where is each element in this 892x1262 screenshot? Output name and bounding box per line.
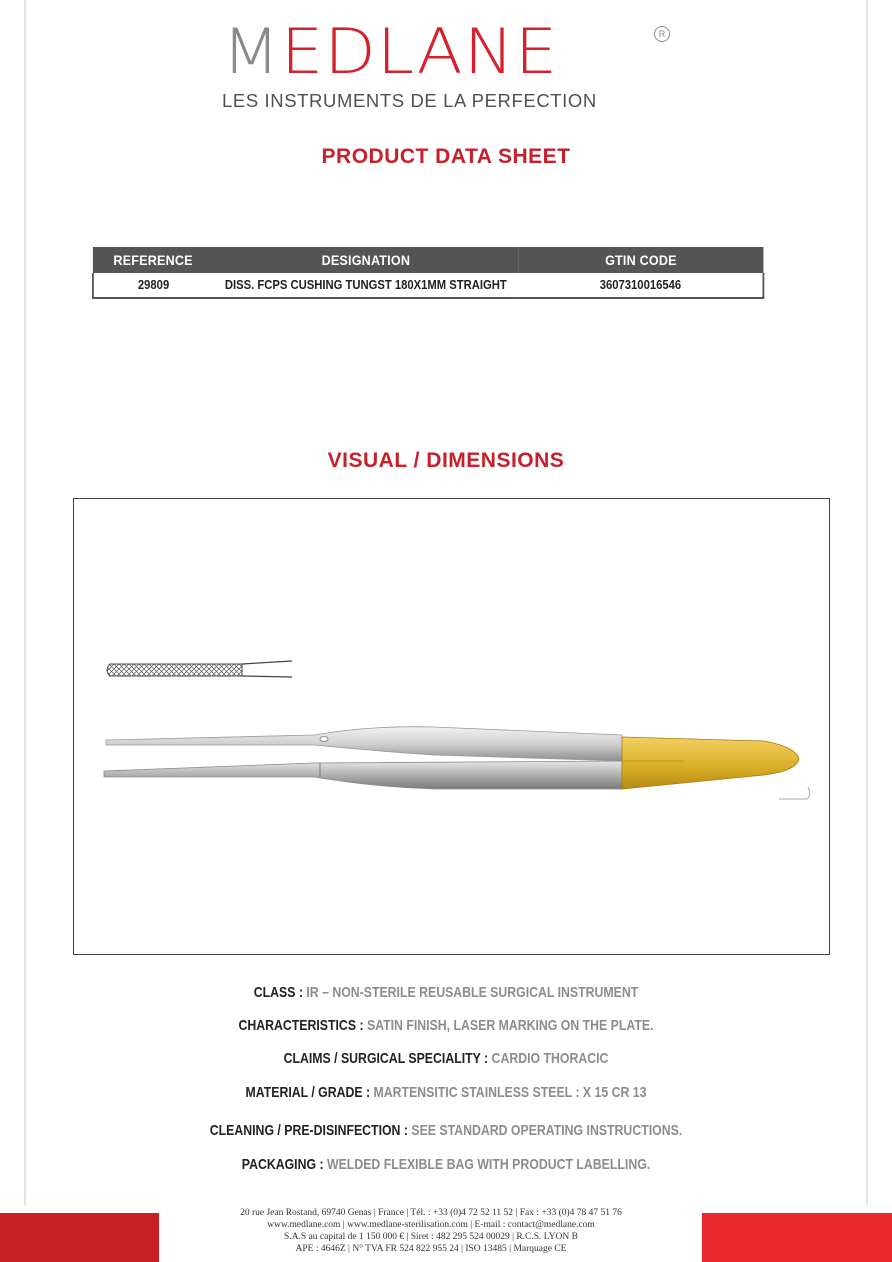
product-reference-table xyxy=(92,247,764,299)
header-gtin: GTIN CODE xyxy=(518,247,763,273)
forceps-lower-arm xyxy=(104,761,622,789)
forceps-upper-arm xyxy=(106,727,622,761)
footer-line-certs: APE : 4646Z | N° TVA FR 524 822 955 24 | ISO 13485 | Marquage CE xyxy=(295,1244,567,1254)
footer-accent-right xyxy=(702,1213,892,1262)
logo-wordmark: MEDLANE xyxy=(222,15,559,88)
page-footer xyxy=(0,1205,892,1262)
footer-line-address: 20 rue Jean Rostand, 69740 Genas | France | Tél. : +33 (0)4 72 52 11 52 | Fax : +33 (0)4 78 47 51 76 xyxy=(240,1208,622,1218)
footer-line-legal: S.A.S au capital de 1 150 000 € | Siret : 482 295 524 00029 | R.C.S. LYON B xyxy=(284,1232,578,1242)
medlane-logo xyxy=(222,15,672,118)
spec-class: CLASS : IR – NON-STERILE REUSABLE SURGICAL INSTRUMENT xyxy=(253,984,639,1001)
spec-material: MATERIAL / GRADE : MARTENSITIC STAINLESS STEEL : X 15 CR 13 xyxy=(245,1084,647,1101)
visual-dimensions-title: VISUAL / DIMENSIONS xyxy=(327,449,565,472)
company-address xyxy=(170,1207,692,1255)
table-row xyxy=(93,273,763,298)
cell-gtin: 3607310016546 xyxy=(518,273,763,298)
product-visual-frame xyxy=(73,498,830,955)
header-reference: REFERENCE xyxy=(93,247,213,273)
gold-handle xyxy=(622,737,799,789)
page-border-right xyxy=(866,0,868,1205)
footer-line-web: www.medlane.com | www.medlane-sterilisation.com | E-mail : contact@medlane.com xyxy=(267,1220,595,1230)
cell-designation: DISS. FCPS CUSHING TUNGST 180X1MM STRAIGHT xyxy=(213,273,518,298)
spec-cleaning: CLEANING / PRE-DISINFECTION : SEE STANDARD OPERATING INSTRUCTIONS. xyxy=(209,1122,683,1139)
header-designation: DESIGNATION xyxy=(213,247,518,273)
table-header-row xyxy=(93,247,763,273)
product-sheet-title: PRODUCT DATA SHEET xyxy=(321,145,571,168)
footer-accent-left xyxy=(0,1213,159,1262)
spec-claims: CLAIMS / SURGICAL SPECIALITY : CARDIO THORACIC xyxy=(283,1050,609,1067)
spec-packaging: PACKAGING : WELDED FLEXIBLE BAG WITH PRODUCT LABELLING. xyxy=(241,1156,651,1173)
page-border-left xyxy=(24,0,26,1205)
dimension-mark xyxy=(779,787,810,799)
cell-reference: 29809 xyxy=(93,273,213,298)
logo-tagline: LES INSTRUMENTS DE LA PERFECTION xyxy=(222,90,597,111)
registered-mark: R xyxy=(654,26,670,42)
forceps-illustration xyxy=(74,499,831,956)
tip-detail xyxy=(107,661,292,677)
pin-hole xyxy=(320,737,328,742)
spec-characteristics: CHARACTERISTICS : SATIN FINISH, LASER MARKING ON THE PLATE. xyxy=(238,1017,654,1034)
